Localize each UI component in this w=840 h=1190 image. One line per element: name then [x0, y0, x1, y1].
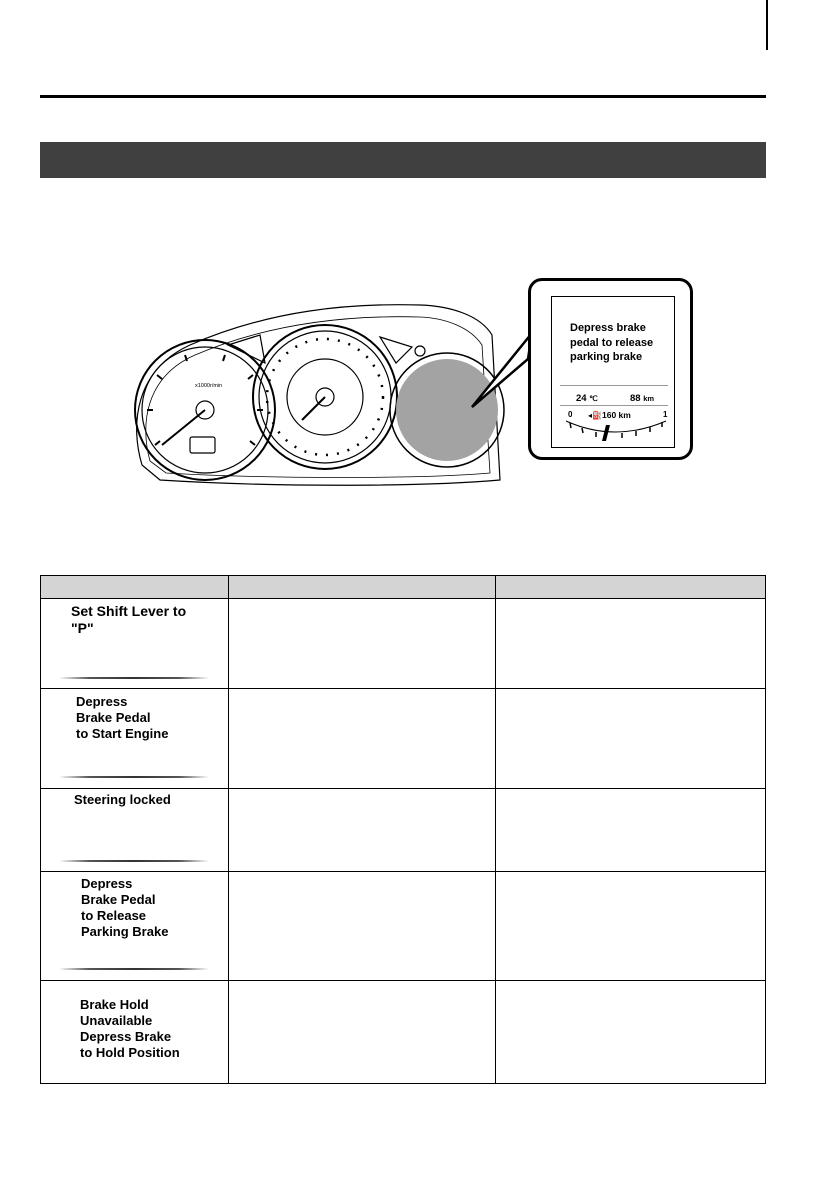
display-message-line: to Hold Position: [80, 1045, 180, 1060]
display-message-cell: [41, 872, 229, 981]
crop-mark: [766, 0, 768, 50]
temperature-unit: ℃: [589, 394, 598, 403]
display-message-line: Brake Pedal: [81, 892, 156, 907]
display-message: [71, 603, 186, 637]
display-message-line: to Start Engine: [76, 726, 169, 741]
description-cell: [228, 872, 496, 981]
range-value: 88: [630, 393, 641, 404]
display-message-line: to Release: [81, 908, 147, 923]
driving-range: [630, 393, 654, 404]
display-underline: [59, 968, 209, 970]
fuel-pump-icon: ◂⛽: [588, 411, 602, 420]
description-cell: [228, 599, 496, 689]
fuel-distance: 160 km: [602, 410, 631, 420]
warning-message-table: [40, 575, 766, 1084]
divider: [560, 385, 668, 386]
display-message-line: "P": [71, 620, 94, 636]
display-message-cell: [41, 981, 229, 1084]
column-header: [496, 576, 766, 599]
display-message-cell: [41, 789, 229, 872]
header-rule: [40, 95, 766, 98]
display-message-line: Brake Hold: [80, 997, 149, 1012]
callout-message: [570, 321, 653, 365]
display-message: [80, 997, 180, 1061]
display-message: [74, 792, 171, 808]
display-message-line: Depress: [81, 876, 133, 891]
table-row: [41, 981, 766, 1084]
callout-screen: [551, 296, 675, 448]
display-callout: [528, 278, 693, 460]
table-row: [41, 872, 766, 981]
display-message-line: Depress: [76, 694, 128, 709]
outside-temperature: [576, 393, 598, 404]
display-underline: [59, 860, 209, 862]
display-underline: [59, 677, 209, 679]
column-header: [228, 576, 496, 599]
fuel-gauge-arc: [560, 415, 670, 445]
description-cell: [228, 689, 496, 789]
table-row: [41, 599, 766, 689]
display-message-cell: [41, 689, 229, 789]
range-unit: km: [643, 394, 655, 403]
display-message-line: Set Shift Lever to: [71, 603, 187, 619]
tach-unit-label: x1000r/min: [195, 383, 223, 389]
action-cell: [496, 981, 766, 1084]
description-cell: [228, 789, 496, 872]
display-message-line: Depress Brake: [80, 1029, 172, 1044]
fuel-scale-min: 0: [568, 410, 573, 419]
section-title-bar: [40, 142, 766, 178]
display-message-cell: [41, 599, 229, 689]
fuel-scale-max: 1: [663, 410, 668, 419]
action-cell: [496, 599, 766, 689]
temperature-value: 24: [576, 393, 587, 404]
display-message: [81, 876, 168, 940]
table-row: [41, 789, 766, 872]
description-cell: [228, 981, 496, 1084]
divider: [560, 405, 668, 406]
action-cell: [496, 789, 766, 872]
display-message-line: Parking Brake: [81, 924, 169, 939]
display-message-line: Brake Pedal: [76, 710, 151, 725]
callout-message-line: pedal to release: [570, 336, 654, 349]
callout-message-line: parking brake: [570, 351, 643, 363]
callout-message-line: Depress brake: [570, 322, 646, 334]
display-message-line: Unavailable: [80, 1013, 153, 1028]
action-cell: [496, 689, 766, 789]
table-row: [41, 689, 766, 789]
display-message-line: Steering locked: [74, 792, 171, 807]
display-underline: [59, 776, 209, 778]
action-cell: [496, 872, 766, 981]
table-header-row: [41, 576, 766, 599]
display-message: [76, 694, 168, 742]
column-header: [41, 576, 229, 599]
